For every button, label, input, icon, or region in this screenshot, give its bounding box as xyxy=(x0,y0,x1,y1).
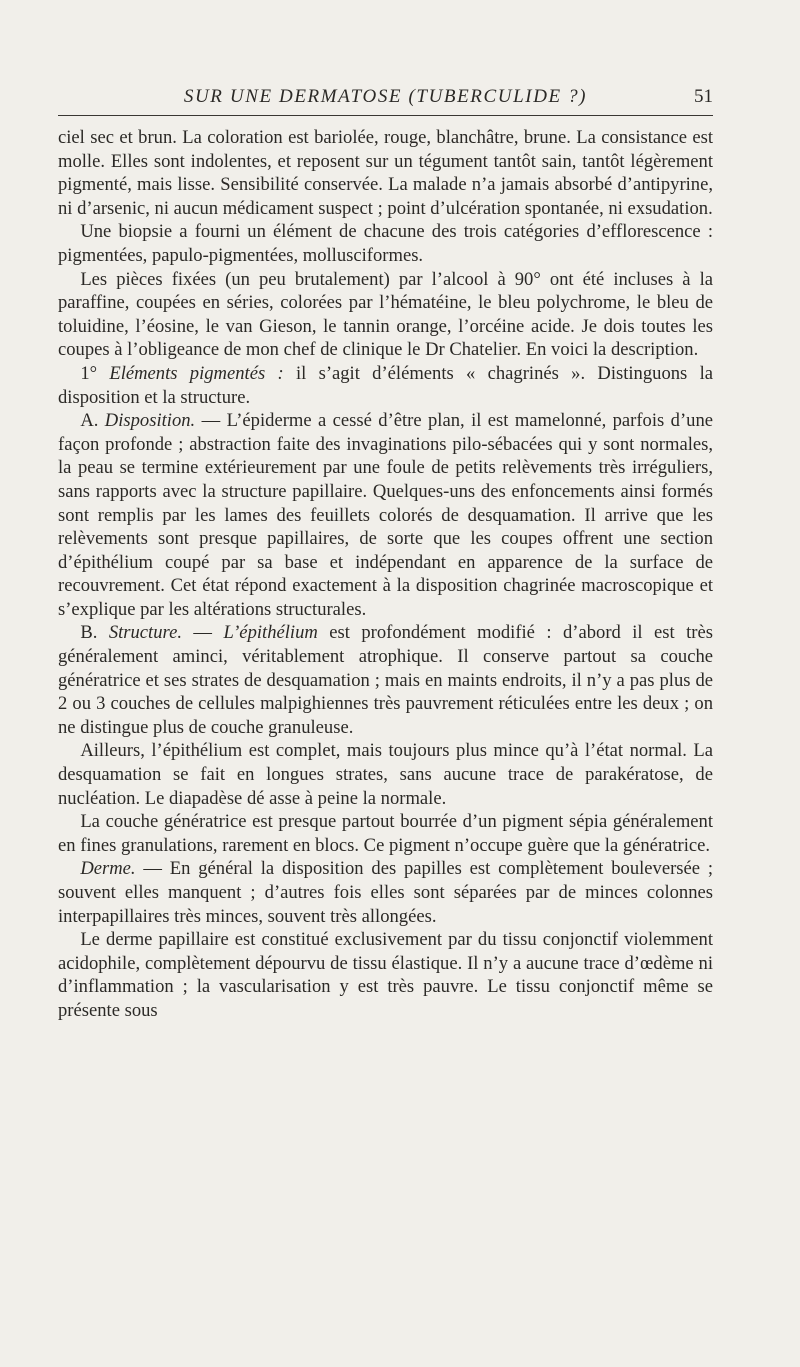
running-title: SUR UNE DERMATOSE (TUBERCULIDE ?) xyxy=(183,86,588,107)
paragraph-text: Ailleurs, l’épithélium est complet, mais toujours plus mince qu’à l’état normal. La desquamation se fait en longues strates, sans aucune trace de parakératose, de nucléation. Le diapadèse dé asse à peine la normale. xyxy=(58,740,713,809)
paragraph-description-end xyxy=(58,126,713,220)
subsection-heading: L’épithélium xyxy=(223,622,318,644)
paragraph-text: — En général la disposition des papilles est complètement bouleversée ; souvent elles manquent ; d’autres fois elles sont séparées par de minces colonnes interpapillaires très minces, souvent très allongées. xyxy=(58,858,713,927)
paragraph-text: il s’agit d’éléments « chagrinés ». Distinguons la disposition et la structure. xyxy=(58,362,713,408)
paragraph-text: Le derme papillaire est constitué exclusivement par du tissu conjonctif violemment acidophile, complètement dépourvu de tissu élastique. Il n’y a aucune trace d’œdème ni d’inflammation ; la vascularisation y est très pauvre. Le tissu conjonctif même se présente sous xyxy=(58,929,713,1021)
dash: — xyxy=(181,622,224,644)
paragraph-text: est profondément modifié : d’abord il est très généralement aminci, véritablement atrophique. Il conserve partout sa couche génératrice et ses strates de desquamation ; mais en maints endroits, il n’y a pas plus de 2 ou 3 couches de cellules malpighiennes très pauvrement réticulées entre les deux ; on ne distingue plus de couche granuleuse. xyxy=(58,622,713,738)
paragraph-text: ciel sec et brun. La coloration est bariolée, rouge, blanchâtre, brune. La consistance est molle. Elles sont indolentes, et reposent sur un tégument tantôt sain, tantôt légèrement pigmenté, mais lisse. Sensibilité conservée. La malade n’a jamais absorbé d’antipyrine, ni d’arsenic, ni aucun médicament suspect ; point d’ulcération spontanée, ni exsudation. xyxy=(58,127,713,219)
section-heading: Eléments pigmentés : xyxy=(109,362,284,384)
paragraph-disposition xyxy=(58,409,713,621)
paragraph-text: Les pièces fixées (un peu brutalement) par l’alcool à 90° ont été incluses à la paraffine, coupées en séries, colorées par l’hématéine, le bleu polychrome, le bleu de toluidine, l’éosine, le van Gieson, le tannin orange, l’orcéine acide. Je dois toutes les coupes à l’obligeance de mon chef de clinique le Dr Chatelier. En voici la description. xyxy=(58,268,713,361)
paragraph-text: La couche génératrice est presque partout bourrée d’un pigment sépia généralement en fines granulations, rarement en blocs. Ce pigment n’occupe guère que la génératrice. xyxy=(58,811,713,856)
header-rule xyxy=(58,115,713,116)
section-heading: Derme. xyxy=(80,858,136,880)
paragraph-pigmented-elements xyxy=(58,362,713,409)
section-heading: Structure. xyxy=(108,622,182,644)
paragraph-biopsy xyxy=(58,220,713,267)
paragraph-papillary-derm xyxy=(58,928,713,1022)
section-heading: Disposition. xyxy=(104,410,196,432)
page-number: 51 xyxy=(694,86,713,107)
paragraph-generative-layer xyxy=(58,810,713,857)
section-letter: A. xyxy=(80,410,105,432)
paragraph-text: Une biopsie a fourni un élément de chacune des trois catégories d’efflorescence : pigmentées, papulo-pigmentées, mollusciformes. xyxy=(58,221,713,266)
paragraph-text: — L’épiderme a cessé d’être plan, il est mamelonné, parfois d’une façon profonde ; abstraction faite des invaginations pilo-sébacées qui y sont normales, la peau se termine extérieurement par une foule de petits relèvements très irréguliers, sans rapports avec la structure papillaire. Quelques-uns des enfoncements ainsi formés sont remplis par les lames des feuillets colorés de desquamation. Il arrive que les relèvements sont presque papillaires, de sorte que les coupes offrent une section d’épithélium coupé par sa base et indépendant en apparence de la surface de recouvrement. Cet état répond exactement à la disposition chagrinée macroscopique et s’explique par les altérations structurales. xyxy=(58,410,713,620)
paragraph-structure xyxy=(58,621,713,739)
body-text xyxy=(58,126,713,1023)
paragraph-derme xyxy=(58,857,713,928)
running-head xyxy=(58,86,713,110)
section-number: 1° xyxy=(80,362,110,384)
section-letter: B. xyxy=(80,622,109,644)
paragraph-epithelium-complete xyxy=(58,739,713,810)
paragraph-preparation xyxy=(58,268,713,362)
